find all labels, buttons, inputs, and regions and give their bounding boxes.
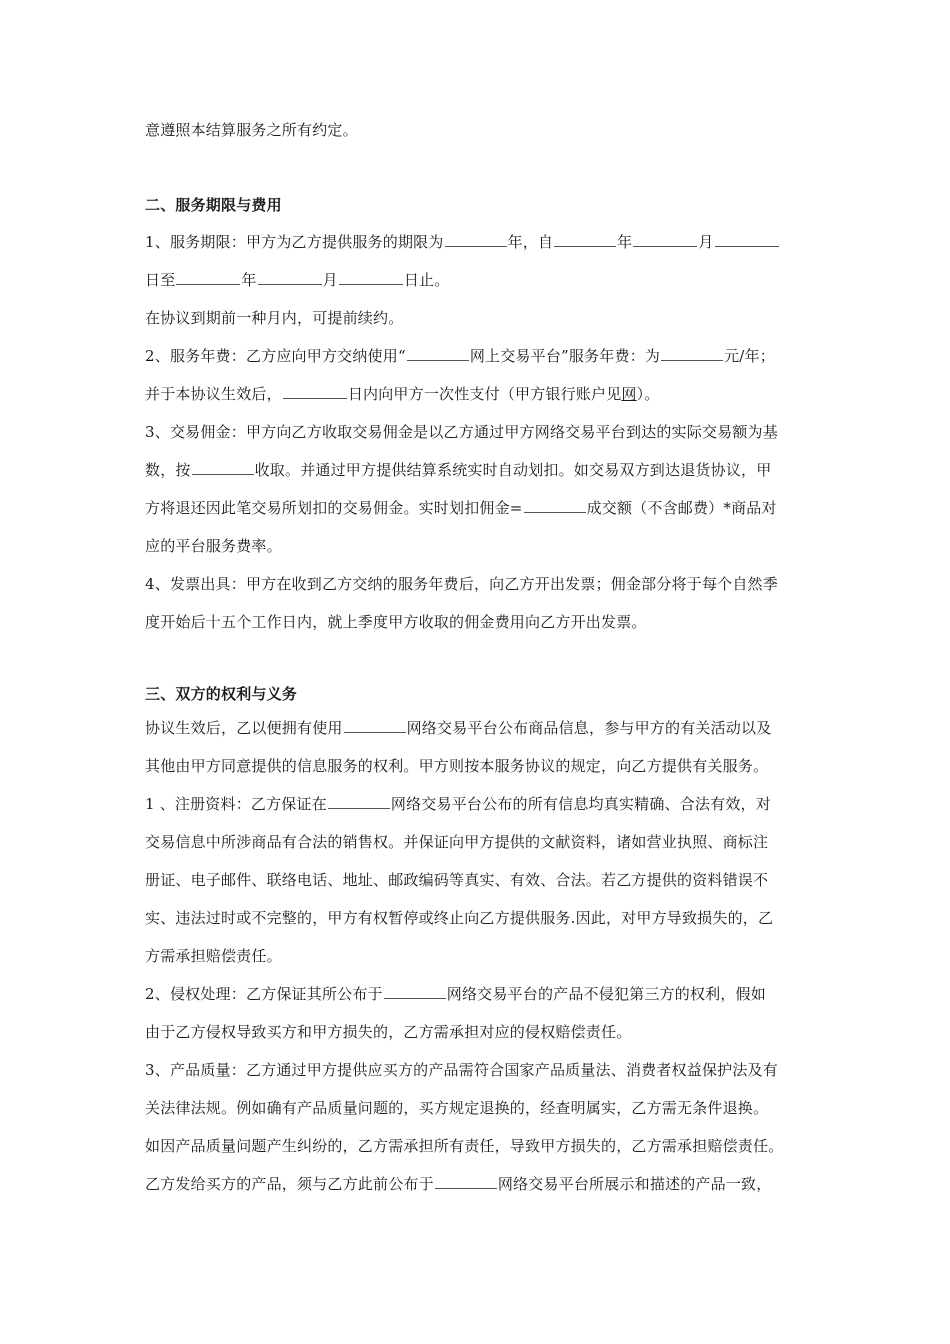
section-2-heading: 二、服务期限与费用 bbox=[145, 196, 282, 214]
blank-field bbox=[328, 794, 390, 809]
blank-field bbox=[435, 1174, 497, 1189]
registration-line-1: 1 、注册资料：乙方保证在 网络交易平台公布的所有信息均真实精确、合法有效，对 bbox=[145, 795, 771, 813]
rights-intro-line-2: 其他由甲方同意提供的信息服务的权利。甲方则按本服务协议的规定，向乙方提供有关服务。 bbox=[145, 757, 769, 775]
underlined-text: 网 bbox=[621, 385, 637, 403]
blank-field bbox=[384, 984, 446, 999]
blank-field bbox=[339, 270, 403, 285]
blank-field bbox=[524, 498, 586, 513]
registration-line-4: 实、违法过时或不完整的，甲方有权暂停或终止向乙方提供服务.因此，对甲方导致损失的，乙 bbox=[145, 909, 774, 927]
service-term-line-1: 1、服务期限：甲方为乙方提供服务的期限为 年，自 年 月 bbox=[145, 232, 780, 252]
rights-intro-line-1: 协议生效后，乙以便拥有使用 网络交易平台公布商品信息，参与甲方的有关活动以及 bbox=[145, 719, 772, 737]
blank-field bbox=[176, 270, 240, 285]
commission-line-3: 方将退还因此笔交易所划扣的交易佣金。实时划扣佣金= 成交额（不含邮费）*商品对 bbox=[145, 499, 777, 517]
annual-fee-line-2: 并于本协议生效后， 日内向甲方一次性支付（甲方银行账户见网）。 bbox=[145, 385, 660, 403]
infringement-line-2: 由于乙方侵权导致买方和甲方损失的，乙方需承担对应的侵权赔偿责任。 bbox=[145, 1023, 632, 1041]
infringement-line-1: 2、侵权处理：乙方保证其所公布于 网络交易平台的产品不侵犯第三方的权利，假如 bbox=[145, 985, 766, 1003]
renewal-note: 在协议到期前一种月内，可提前续约。 bbox=[145, 309, 404, 327]
registration-line-2: 交易信息中所涉商品有合法的销售权。并保证向甲方提供的文献资料，诸如营业执照、商标注 bbox=[145, 833, 769, 851]
blank-field bbox=[407, 346, 469, 361]
blank-field bbox=[715, 232, 779, 247]
blank-field bbox=[344, 718, 406, 733]
blank-field bbox=[283, 384, 347, 399]
blank-field bbox=[633, 232, 697, 247]
commission-line-1: 3、交易佣金：甲方向乙方收取交易佣金是以乙方通过甲方网络交易平台到达的实际交易额为基 bbox=[145, 423, 778, 441]
invoice-line-2: 度开始后十五个工作日内，就上季度甲方收取的佣金费用向乙方开出发票。 bbox=[145, 613, 647, 631]
quality-line-1: 3、产品质量：乙方通过甲方提供应买方的产品需符合国家产品质量法、消费者权益保护法及有 bbox=[145, 1061, 778, 1079]
commission-line-4: 应的平台服务费率。 bbox=[145, 537, 282, 555]
blank-field bbox=[554, 232, 616, 247]
quality-line-2: 关法律法规。例如确有产品质量问题的，买方规定退换的，经查明属实，乙方需无条件退换。 bbox=[145, 1099, 769, 1117]
quality-line-3: 如因产品质量问题产生纠纷的，乙方需承担所有责任，导致甲方损失的，乙方需承担赔偿责任。 bbox=[145, 1137, 784, 1155]
commission-line-2: 数，按 收取。并通过甲方提供结算系统实时自动划扣。如交易双方到达退货协议，甲 bbox=[145, 461, 772, 479]
blank-field bbox=[661, 346, 723, 361]
blank-field bbox=[445, 232, 507, 247]
invoice-line-1: 4、发票出具：甲方在收到乙方交纳的服务年费后，向乙方开出发票；佣金部分将于每个自然季 bbox=[145, 575, 778, 593]
quality-line-4: 乙方发给买方的产品，须与乙方此前公布于 网络交易平台所展示和描述的产品一致， bbox=[145, 1175, 772, 1193]
registration-line-5: 方需承担赔偿责任。 bbox=[145, 947, 282, 965]
service-term-line-2: 日至 年 月 日止。 bbox=[145, 271, 450, 289]
paragraph-continuation: 意遵照本结算服务之所有约定。 bbox=[145, 121, 358, 139]
annual-fee-line-1: 2、服务年费：乙方应向甲方交纳使用“ 网上交易平台”服务年费：为 元/年； bbox=[145, 347, 775, 365]
blank-field bbox=[258, 270, 322, 285]
registration-line-3: 册证、电子邮件、联络电话、地址、邮政编码等真实、有效、合法。若乙方提供的资料错误不 bbox=[145, 871, 769, 889]
blank-field bbox=[192, 460, 254, 475]
section-3-heading: 三、双方的权利与义务 bbox=[145, 685, 298, 703]
